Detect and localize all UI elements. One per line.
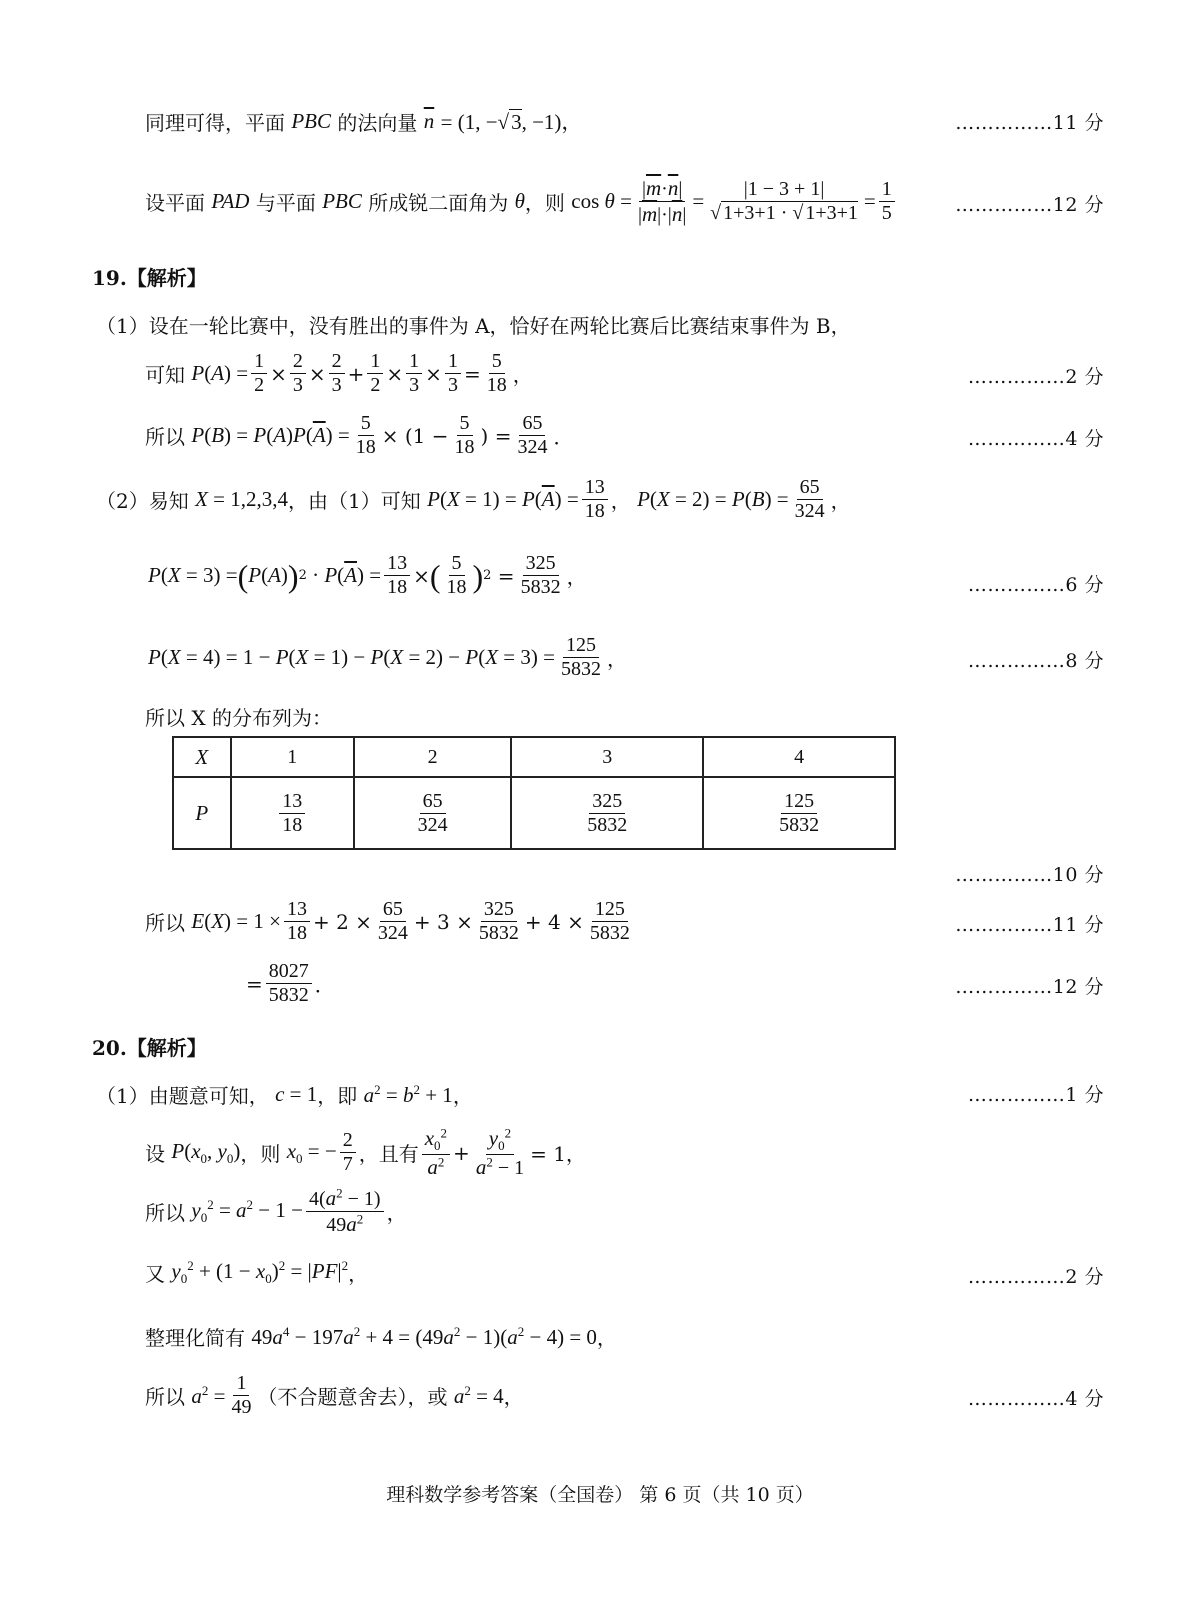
table-cell <box>511 777 703 849</box>
ex-math: 所以 E(X) = 1 × $\frac{13}{18}$ + 2 × $\frac{65}{324}$ + 3 × $\frac{325}{5832}$ + 4 × $\frac{125}{5832}$ <box>145 898 630 944</box>
fraction-numerator: 13 <box>279 790 305 814</box>
q20-l1-math: （1）由题意可知， c = 1 ，即 $a^2 = b^2 + 1$ ， <box>96 1081 473 1108</box>
px3-math: P(X = 3) = ( P(A) ) 2 · $P(\overline{A})$ = $\frac{13}{18}$ × ( $\frac{5}{18}$ ) 2 = $\frac{325}{5832}$ ， <box>148 552 587 598</box>
q19-line-PX4 <box>0 630 1200 690</box>
table-cell <box>703 777 895 849</box>
pa-math: 可知 P(A) = $\frac{1}{2}$ × $\frac{2}{3}$ × $\frac{2}{3}$ + $\frac{1}{2}$ × $\frac{1}{3}$ × $\frac{1}{3}$ = $\frac{5}{18}$ ， <box>145 350 533 396</box>
q19-heading: 19.【解析】 <box>92 266 207 290</box>
q20-l3-math: 所以 $y_0^2 = a^2 - 1$ − $\frac{4(a^2 - 1)}{49a^2}$ ， <box>145 1185 407 1236</box>
table-cell <box>231 777 354 849</box>
fraction-denominator: 324 <box>417 813 448 836</box>
q20-line-PF <box>0 1246 1200 1306</box>
score-11b: ……………11 分 <box>955 914 1104 936</box>
table-cell: 2 <box>354 737 512 777</box>
line-normal-vector <box>0 90 1200 150</box>
table-cell: X <box>173 737 231 777</box>
q20-heading: 20.【解析】 <box>92 1036 207 1060</box>
q20-l4-math: 又 $y_0^2 + (1 - x_0)^2 = |PF|^2$ ， <box>145 1258 369 1287</box>
score-8: ……………8 分 <box>967 650 1104 672</box>
pb-math: 所以 $P(B) = P(A)P(\overline{A})$ = $\frac{5}{18}$ × (1 − $\frac{5}{18}$ ) = $\frac{65}{324}$ ． <box>145 412 574 458</box>
q20-line-c <box>0 1064 1200 1124</box>
q19-part1-lead: （1）设在一轮比赛中，没有胜出的事件为 A，恰好在两轮比赛后比赛结束事件为 B， <box>96 314 851 338</box>
fraction-denominator: 18 <box>282 813 303 836</box>
q19-part2-lead <box>0 472 1200 532</box>
q20-l6-math: 所以 $a^2$ = $\frac{1}{49}$ （不合题意舍去），或 $a^2 = 4$ ， <box>145 1372 524 1418</box>
cell-fraction <box>415 790 451 837</box>
cell-fraction <box>584 790 630 837</box>
score-4: ……………4 分 <box>967 428 1104 450</box>
cell-fraction <box>776 790 822 837</box>
q20-l2-math: 设 $P(x_0$, $y_0$) ，则 $x_0$ = − $\frac{2}{7}$ ，且有 $\frac{x_0^2}{a^2}$ + $\frac{y_0^2}{a^2 - 1}$ = 1， <box>145 1125 586 1179</box>
score-6: ……………6 分 <box>967 574 1104 596</box>
fraction-denominator: 5832 <box>779 813 820 836</box>
dihedral-math: 设平面 PAD 与平面 PBC 所成锐二面角为 θ ，则 cos θ = $\frac{|\overline{m}\cdot\overline{n}|}{|\overline{m}|\cdot|\overline{n}|}$ = $\frac{|1 - 3 + 1|}{√ 1+3+1 \cdot √ 1+3+1}$ = $\frac{1}{5}$ <box>145 176 898 227</box>
q19-line-EX-result <box>0 958 1200 1018</box>
score-10: ……………10 分 <box>955 864 1104 886</box>
table-header-row <box>173 737 895 777</box>
cell-fraction <box>279 790 305 837</box>
score-2b: ……………2 分 <box>967 1266 1104 1288</box>
dist-lead: 所以 X 的分布列为： <box>145 706 332 730</box>
q19-line-PA <box>0 346 1200 406</box>
score-12: ……………12 分 <box>955 194 1104 216</box>
table-cell: 1 <box>231 737 354 777</box>
score-1: ……………1 分 <box>967 1084 1104 1106</box>
q19-line-PB <box>0 408 1200 468</box>
score-2: ……………2 分 <box>967 366 1104 388</box>
score-4b: ……………4 分 <box>967 1388 1104 1410</box>
q20-line-y0 <box>0 1184 1200 1244</box>
fraction-numerator: 325 <box>589 790 625 814</box>
page-footer: 理科数学参考答案（全国卷） 第 6 页（共 10 页） <box>386 1484 814 1506</box>
distribution-table <box>172 736 896 850</box>
normal-vector-math: 同理可得，平面 PBC 的法向量 $\overline{n}$ = (1, −√3, −1)， <box>145 108 583 135</box>
q20-line-a2 <box>0 1370 1200 1430</box>
p2-math: （2）易知 X = 1,2,3,4 ，由（1）可知 $P(X = 1) = P(\overline{A})$ = $\frac{13}{18}$ ， P(X = 2) = P(B) = $\frac{65}{324}$ ， <box>96 476 851 522</box>
q20-l5-math: 整理化简有 $49a^4 - 197a^2 + 4 = (49a^2 - 1)(a^2 - 4) = 0$ ， <box>145 1323 617 1350</box>
fraction-numerator: 65 <box>420 790 446 814</box>
q19-line-EX <box>0 894 1200 954</box>
q19-line-PX3 <box>0 548 1200 614</box>
table-cell <box>354 777 512 849</box>
line-dihedral-angle <box>0 168 1200 238</box>
fraction-numerator: 125 <box>781 790 817 814</box>
q20-line-simplify <box>0 1310 1200 1370</box>
table-row <box>173 777 895 849</box>
px4-math: P(X = 4) = 1 − P(X = 1) − P(X = 2) − P(X = 3) = $\frac{125}{5832}$ ， <box>148 634 627 680</box>
fraction-denominator: 5832 <box>587 813 628 836</box>
score-12b: ……………12 分 <box>955 976 1104 998</box>
ex-result-math: = $\frac{8027}{5832}$ ． <box>246 960 335 1006</box>
table-cell: 3 <box>511 737 703 777</box>
table-cell: 4 <box>703 737 895 777</box>
table-cell: P <box>173 777 231 849</box>
q20-line-P <box>0 1124 1200 1184</box>
score-11: ……………11 分 <box>955 112 1104 134</box>
